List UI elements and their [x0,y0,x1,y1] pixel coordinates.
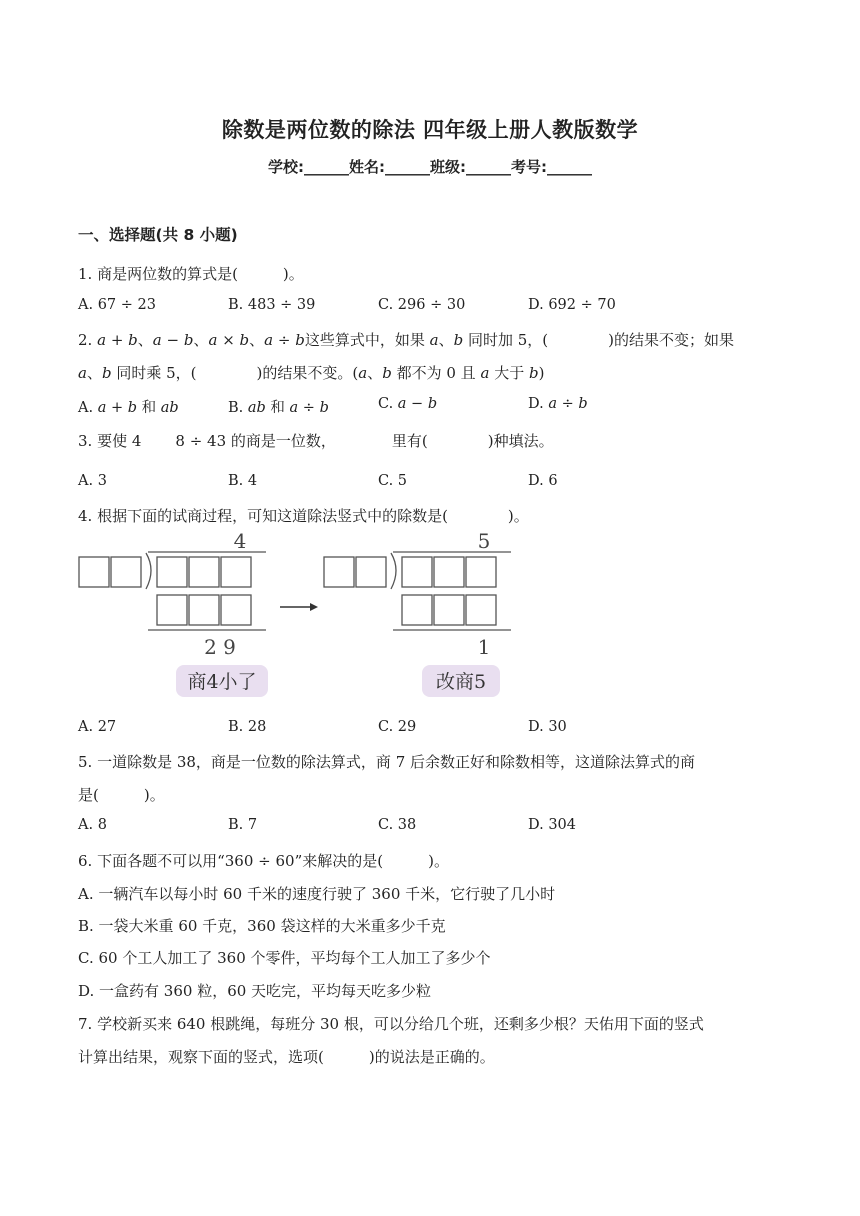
question-1-stem: 1. 商是两位数的算式是( )。 [78,265,304,283]
q2-option-d: D. a ÷ b [528,396,588,412]
q5-option-b: B. 7 [228,817,258,833]
q2-option-c: C. a − b [378,396,438,412]
q3-option-d: D. 6 [528,473,558,489]
right-quotient: 5 [477,529,491,553]
right-division [324,552,511,630]
trial-quotient-figure [0,525,860,705]
arrow-icon [280,603,318,611]
q6-option-c: C. 60 个工人加工了 360 个零件，平均每个工人加工了多少个 [78,949,491,967]
question-5-stem-line1: 5. 一道除数是 38，商是一位数的除法算式，商 7 后余数正好和除数相等，这道除法算式的商 [78,753,696,771]
q6-option-b: B. 一袋大米重 60 千克，360 袋这样的大米重多少千克 [78,917,446,935]
q1-option-d: D. 692 ÷ 70 [528,297,616,313]
q6-option-d: D. 一盒药有 360 粒，60 天吃完，平均每天吃多少粒 [78,982,432,1000]
left-quotient: 4 [233,529,247,553]
question-6-stem: 6. 下面各题不可以用“360 ÷ 60”来解决的是( )。 [78,852,449,870]
q3-option-a: A. 3 [78,473,107,489]
q2-option-a: A. a + b 和 ab [78,400,179,416]
q2-option-b: B. ab 和 a ÷ b [228,400,329,416]
q5-option-c: C. 38 [378,817,417,833]
q3-option-c: C. 5 [378,473,408,489]
student-info-line: 学校:______姓名:______班级:______考号:______ [268,158,592,176]
right-remainder: 1 [477,635,491,659]
question-2-stem-line1: 2. a + b、a − b、a × b、a ÷ b这些算式中，如果 a、b 同时加 5，( )的结果不变；如果 [78,331,735,349]
left-remainder: 2 9 [204,635,236,659]
q4-option-d: D. 30 [528,719,567,735]
question-3-stem: 3. 要使 4 8 ÷ 43 的商是一位数， 里有( )种填法。 [78,432,554,450]
q3-option-b: B. 4 [228,473,258,489]
q5-option-d: D. 304 [528,817,577,833]
q1-option-a: A. 67 ÷ 23 [78,297,156,313]
question-7-stem-line2: 计算出结果，观察下面的竖式，选项( )的说法是正确的。 [78,1048,495,1066]
q5-option-a: A. 8 [78,817,107,833]
left-label: 商4小了 [187,671,257,693]
q4-option-b: B. 28 [228,719,267,735]
question-5-stem-line2: 是( )。 [78,786,165,804]
q1-option-c: C. 296 ÷ 30 [378,297,466,313]
page-title: 除数是两位数的除法 四年级上册人教版数学 [221,118,639,142]
q4-option-a: A. 27 [78,719,117,735]
question-4-stem: 4. 根据下面的试商过程，可知这道除法竖式中的除数是( )。 [78,507,529,525]
q1-option-b: B. 483 ÷ 39 [228,297,316,313]
q4-option-c: C. 29 [378,719,417,735]
right-label: 改商5 [435,671,487,693]
left-division [79,552,266,630]
question-2-stem-line2: a、b 同时乘 5，( )的结果不变。(a、b 都不为 0 且 a 大于 b) [78,364,545,382]
q6-option-a: A. 一辆汽车以每小时 60 千米的速度行驶了 360 千米，它行驶了几小时 [78,885,556,903]
question-7-stem-line1: 7. 学校新买来 640 根跳绳，每班分 30 根，可以分给几个班，还剩多少根？天佑用下面的竖式 [78,1015,704,1033]
section-heading: 一、选择题(共 8 小题) [78,226,238,244]
